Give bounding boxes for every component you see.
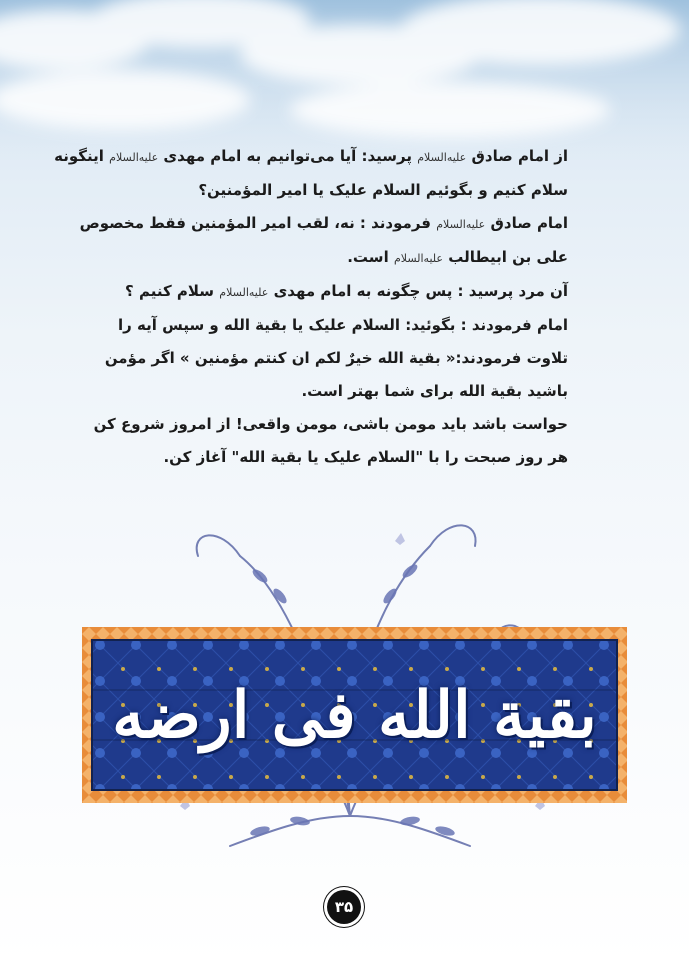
line-9: حواست باشد باید مومن باشی، مومن واقعی! از امروز شروع کن [93,415,568,433]
honorific-symbol: عليه‌السلام [436,218,486,231]
article-text [54,140,568,474]
line-3 [79,207,568,241]
text-segment: فرمودند : نه، لقب امیر المؤمنین فقط مخصوص [79,214,431,232]
text-segment: اینگونه [54,147,104,165]
text-segment: علی بن ابیطالب [448,248,568,266]
line-7: تلاوت فرمودند:« بقیة الله خیرٌ لکم ان کنتم مؤمنین » اگر مؤمن [104,349,568,367]
honorific-symbol: عليه‌السلام [393,252,443,265]
line-5 [118,275,568,309]
line-1 [54,140,568,174]
text-segment: آن مرد پرسید : پس چگونه به امام مهدی [273,282,568,300]
line-2: سلام کنیم و بگوئیم السلام علیک یا امیر المؤمنین؟ [198,181,568,199]
text-segment: از امام صادق [471,147,568,165]
text-segment: سلام کنیم ؟ [125,282,215,300]
line-10: هر روز صبحت را با "السلام علیک یا بقیة الله" آغاز کن. [163,448,568,466]
line-8: باشید بقیة الله برای شما بهتر است. [301,382,568,400]
honorific-symbol: عليه‌السلام [219,286,269,299]
page-number: ۳۵ [327,890,361,924]
text-segment: است. [347,248,389,266]
line-4 [118,241,568,275]
calligraphy-text: بقیة الله فی ارضه [112,677,597,753]
text-segment: پرسید: آیا می‌توانیم به امام مهدی [163,147,412,165]
line-6: امام فرمودند : بگوئید: السلام علیک یا بقیة الله و سپس آیه را [118,316,568,334]
text-segment: امام صادق [490,214,568,232]
honorific-symbol: عليه‌السلام [109,151,159,164]
honorific-symbol: عليه‌السلام [417,151,467,164]
